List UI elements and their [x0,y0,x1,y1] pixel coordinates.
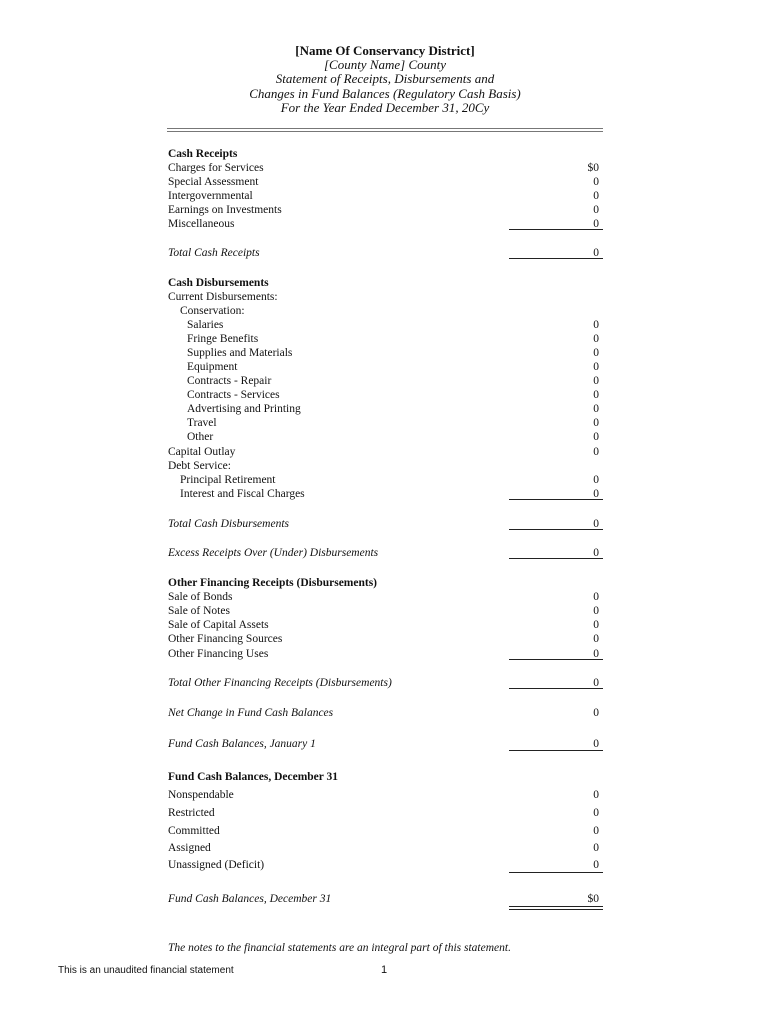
statement-row [168,892,603,906]
row-label: Restricted [168,807,215,819]
row-value: 0 [593,488,599,500]
statement-note: The notes to the financial statements are an integral part of this statement. [168,942,511,954]
statement-row [168,841,603,855]
row-label: Fund Cash Balances, December 31 [168,893,332,905]
row-value: 0 [593,347,599,359]
row-value: 0 [593,431,599,443]
row-label: Miscellaneous [168,218,235,230]
statement-row [168,276,603,290]
row-label: Supplies and Materials [187,347,293,359]
row-label: Contracts - Services [187,389,280,401]
statement-row [168,304,603,318]
row-value: 0 [593,446,599,458]
statement-title-line2: Changes in Fund Balances (Regulatory Cash Basis) [249,85,521,101]
row-value: 0 [593,417,599,429]
statement-row [168,189,603,203]
row-label: Principal Retirement [180,474,276,486]
row-label: Fringe Benefits [187,333,259,345]
row-label: Cash Disbursements [168,277,269,289]
statement-row [168,388,603,402]
district-name: [Name Of Conservancy District] [295,43,475,58]
row-value: 0 [593,176,599,188]
row-label: Excess Receipts Over (Under) Disbursements [168,547,379,559]
statement-row [168,788,603,802]
statement-row [168,632,603,646]
row-value: 0 [593,789,599,801]
total-underline [509,750,603,751]
statement-row [168,318,603,332]
statement-row [168,576,603,590]
row-value: 0 [593,633,599,645]
row-label: Intergovernmental [168,190,253,202]
row-label: Current Disbursements: [168,291,278,303]
total-underline [509,558,603,559]
statement-row [168,445,603,459]
row-label: Nonspendable [168,789,234,801]
row-value: 0 [593,474,599,486]
row-value: 0 [593,591,599,603]
row-label: Unassigned (Deficit) [168,859,265,871]
statement-row [168,402,603,416]
statement-row [168,824,603,838]
row-value: 0 [593,605,599,617]
row-label: Fund Cash Balances, January 1 [168,738,316,750]
row-label: Salaries [187,319,224,331]
statement-row [168,473,603,487]
statement-row [168,604,603,618]
row-value: 0 [593,738,599,750]
row-label: Cash Receipts [168,148,238,160]
statement-row [168,290,603,304]
row-value: 0 [593,403,599,415]
county-name: [County Name] County [323,57,447,73]
total-underline [509,872,603,873]
row-label: Net Change in Fund Cash Balances [168,707,334,719]
statement-row [168,360,603,374]
row-value: 0 [593,807,599,819]
statement-row [168,374,603,388]
statement-row [168,806,603,820]
row-label: Charges for Services [168,162,264,174]
statement-row [168,147,603,161]
row-label: Debt Service: [168,460,231,472]
statement-row [168,459,603,473]
grand-total-double-underline [509,906,603,910]
row-label: Other [187,431,214,443]
row-value: 0 [593,677,599,689]
row-label: Assigned [168,842,211,854]
row-label: Earnings on Investments [168,204,282,216]
row-value: 0 [593,204,599,216]
row-value: 0 [593,547,599,559]
row-label: Capital Outlay [168,446,236,458]
row-label: Contracts - Repair [187,375,272,387]
statement-period: For the Year Ended December 31, 20Cy [280,99,490,115]
row-value: 0 [593,619,599,631]
statement-row [168,161,603,175]
row-value: 0 [593,518,599,530]
row-label: Committed [168,825,220,837]
statement-header [0,44,770,115]
row-label: Total Cash Receipts [168,247,260,259]
page-number: 1 [381,964,388,976]
row-label: Fund Cash Balances, December 31 [168,771,339,783]
footer-disclaimer: This is an unaudited financial statement [58,965,234,976]
statement-row [168,737,603,751]
total-underline [509,499,603,500]
statement-row [168,706,603,720]
statement-row [168,175,603,189]
row-value: 0 [593,375,599,387]
total-underline [509,229,603,230]
row-value: 0 [593,190,599,202]
row-value: 0 [593,389,599,401]
row-value: 0 [593,842,599,854]
row-label: Advertising and Printing [187,403,301,415]
row-value: 0 [593,361,599,373]
header-divider-bottom [167,131,603,132]
row-value: 0 [593,859,599,871]
total-underline [509,659,603,660]
row-value: 0 [593,707,599,719]
statement-row [168,203,603,217]
header-divider-top [167,128,603,129]
statement-row [168,416,603,430]
row-label: Interest and Fiscal Charges [180,488,305,500]
row-label: Conservation: [180,305,245,317]
row-label: Total Cash Disbursements [168,518,289,530]
row-label: Travel [187,417,217,429]
statement-row [168,618,603,632]
row-value: 0 [593,218,599,230]
statement-row [168,770,603,784]
statement-row [168,590,603,604]
row-value: $0 [587,893,599,905]
row-value: $0 [587,162,599,174]
row-label: Sale of Capital Assets [168,619,269,631]
row-label: Other Financing Uses [168,648,269,660]
statement-title-line1: Statement of Receipts, Disbursements and [275,71,495,87]
statement-row [168,332,603,346]
row-value: 0 [593,648,599,660]
row-value: 0 [593,319,599,331]
row-label: Total Other Financing Receipts (Disbursements) [168,677,392,689]
row-label: Sale of Notes [168,605,230,617]
statement-row [168,346,603,360]
row-value: 0 [593,333,599,345]
total-underline [509,688,603,689]
row-label: Sale of Bonds [168,591,233,603]
row-value: 0 [593,825,599,837]
statement-row [168,430,603,444]
row-value: 0 [593,247,599,259]
total-underline [509,258,603,259]
row-label: Other Financing Sources [168,633,283,645]
row-label: Equipment [187,361,238,373]
row-label: Other Financing Receipts (Disbursements) [168,577,378,589]
statement-row [168,858,603,872]
total-underline [509,529,603,530]
row-label: Special Assessment [168,176,259,188]
